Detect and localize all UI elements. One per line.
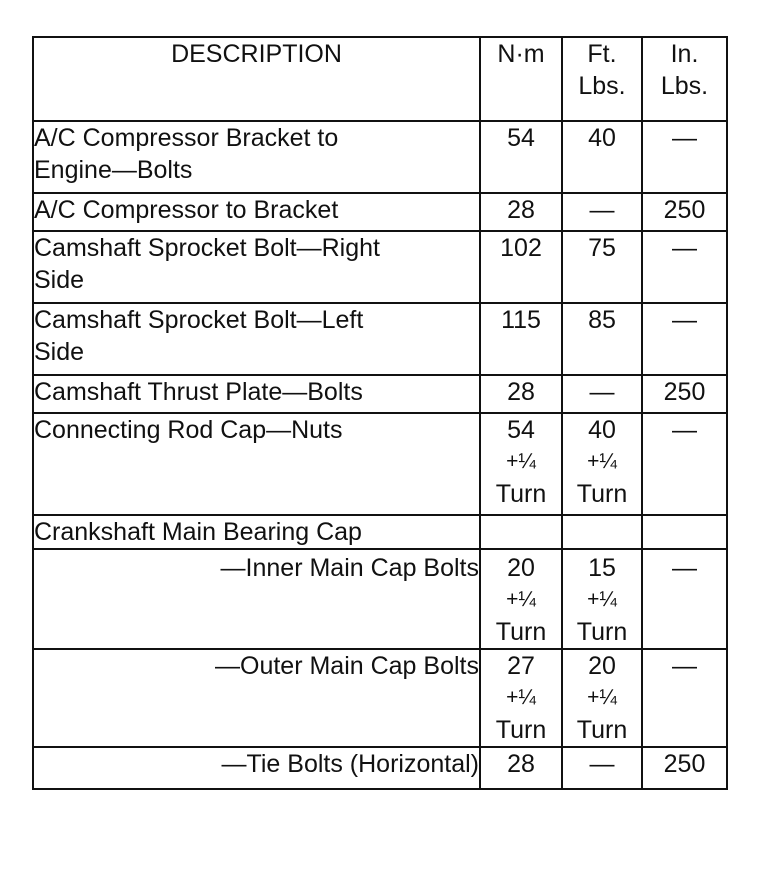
group-item-description: —Inner Main Cap Bolts xyxy=(33,549,480,649)
table-row xyxy=(33,193,727,231)
value-ft-lbs xyxy=(562,549,642,649)
value-fraction: +¼ xyxy=(587,450,617,473)
value-ft-lbs xyxy=(562,413,642,515)
value-in-lbs: 250 xyxy=(642,375,727,413)
group-header-row xyxy=(33,515,727,549)
value-fraction: +¼ xyxy=(506,686,536,709)
value-main: 54 xyxy=(507,416,535,444)
value-main: 20 xyxy=(507,554,535,582)
value-ft-lbs xyxy=(562,649,642,747)
description-line: Camshaft Sprocket Bolt—Left xyxy=(34,306,364,334)
value-nm: 102 xyxy=(480,231,562,303)
value-main: 15 xyxy=(588,554,616,582)
torque-spec-table xyxy=(32,36,728,790)
table-row xyxy=(33,375,727,413)
value-ft-lbs: 40 xyxy=(562,121,642,193)
value-turn: Turn xyxy=(576,618,628,646)
description-line: A/C Compressor Bracket to xyxy=(34,124,339,152)
value-fraction: +¼ xyxy=(506,450,536,473)
row-description xyxy=(33,375,480,413)
header-in-line1: In. xyxy=(670,40,699,68)
description-line: Side xyxy=(34,266,85,294)
value-in-lbs: 250 xyxy=(642,193,727,231)
row-description xyxy=(33,193,480,231)
value-nm xyxy=(480,413,562,515)
value-in-lbs xyxy=(642,515,727,549)
table-row xyxy=(33,231,727,303)
row-description xyxy=(33,303,480,375)
value-nm xyxy=(480,549,562,649)
value-ft-lbs: — xyxy=(562,747,642,789)
value-ft-lbs: 75 xyxy=(562,231,642,303)
group-item-description: —Outer Main Cap Bolts xyxy=(33,649,480,747)
value-nm: 115 xyxy=(480,303,562,375)
header-ft-line2: Lbs. xyxy=(578,72,626,100)
value-nm: 54 xyxy=(480,121,562,193)
row-description xyxy=(33,121,480,193)
value-in-lbs: 250 xyxy=(642,747,727,789)
value-main: 20 xyxy=(588,652,616,680)
table-row xyxy=(33,413,727,515)
description-line: Engine—Bolts xyxy=(34,156,193,184)
value-ft-lbs: — xyxy=(562,193,642,231)
group-title: Crankshaft Main Bearing Cap xyxy=(33,515,480,549)
description-line: Camshaft Sprocket Bolt—Right xyxy=(34,234,380,262)
value-turn: Turn xyxy=(495,716,547,744)
value-nm xyxy=(480,515,562,549)
value-in-lbs: — xyxy=(642,121,727,193)
value-ft-lbs: 85 xyxy=(562,303,642,375)
table-row xyxy=(33,303,727,375)
value-turn: Turn xyxy=(576,480,628,508)
description-line: Camshaft Thrust Plate—Bolts xyxy=(34,378,363,406)
value-nm: 28 xyxy=(480,375,562,413)
group-item-row xyxy=(33,747,727,789)
header-ft-lbs xyxy=(562,37,642,121)
header-row xyxy=(33,37,727,121)
group-item-row xyxy=(33,649,727,747)
value-nm: 28 xyxy=(480,747,562,789)
value-nm xyxy=(480,649,562,747)
description-line: A/C Compressor to Bracket xyxy=(34,196,339,224)
value-fraction: +¼ xyxy=(506,588,536,611)
group-item-description: —Tie Bolts (Horizontal) xyxy=(33,747,480,789)
value-ft-lbs xyxy=(562,515,642,549)
value-turn: Turn xyxy=(495,618,547,646)
value-turn: Turn xyxy=(576,716,628,744)
header-ft-line1: Ft. xyxy=(587,40,617,68)
value-nm: 28 xyxy=(480,193,562,231)
header-in-line2: Lbs. xyxy=(660,72,709,100)
value-in-lbs: — xyxy=(642,549,727,649)
value-fraction: +¼ xyxy=(587,588,617,611)
header-nm: N·m xyxy=(480,37,562,121)
header-in-lbs xyxy=(642,37,727,121)
value-fraction: +¼ xyxy=(587,686,617,709)
description-line: Connecting Rod Cap—Nuts xyxy=(34,416,343,444)
value-ft-lbs: — xyxy=(562,375,642,413)
description-line: Side xyxy=(34,338,85,366)
value-in-lbs: — xyxy=(642,231,727,303)
value-in-lbs: — xyxy=(642,649,727,747)
value-main: 40 xyxy=(588,416,616,444)
table-row xyxy=(33,121,727,193)
value-main: 27 xyxy=(507,652,535,680)
value-in-lbs: — xyxy=(642,303,727,375)
value-in-lbs: — xyxy=(642,413,727,515)
row-description xyxy=(33,413,480,515)
row-description xyxy=(33,231,480,303)
header-description: DESCRIPTION xyxy=(33,37,480,121)
value-turn: Turn xyxy=(495,480,547,508)
group-item-row xyxy=(33,549,727,649)
